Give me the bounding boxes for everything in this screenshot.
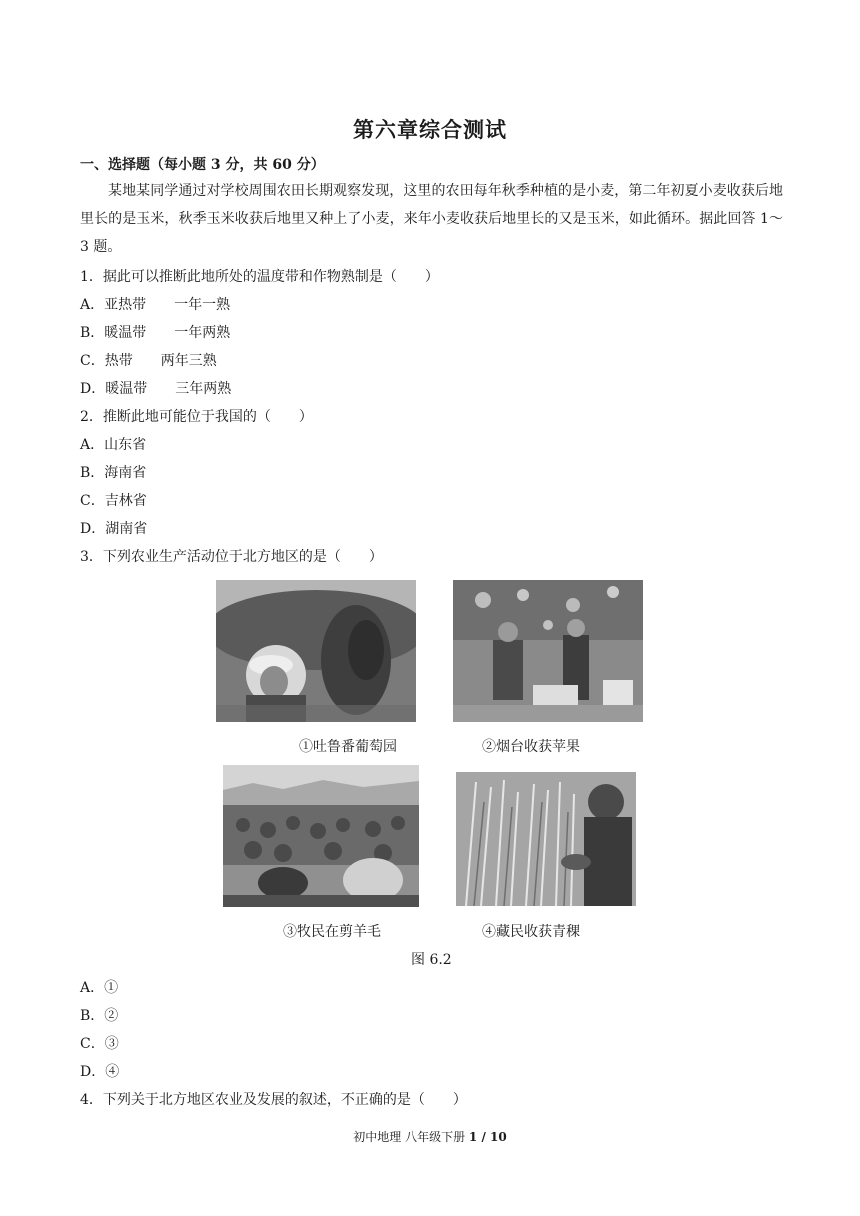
question-2-option-b: B．海南省 [80, 465, 147, 481]
vineyard-photo [216, 580, 416, 722]
figure-label: 图 6.2 [411, 952, 452, 968]
figure-caption-4: ④藏民收获青稞 [482, 924, 580, 940]
question-1-stem: 1．据此可以推断此地所处的温度带和作物熟制是（ ） [80, 269, 439, 285]
barley-harvest-photo [456, 772, 636, 906]
question-1-option-a: A．亚热带 一年一熟 [80, 297, 231, 313]
question-3-option-b: B．② [80, 1008, 119, 1024]
section-heading: 一、选择题（每小题 3 分，共 60 分） [80, 157, 325, 173]
apple-harvest-photo [453, 580, 643, 722]
question-1-option-d: D．暖温带 三年两熟 [80, 381, 232, 397]
page-number: 1 / 10 [468, 1130, 507, 1144]
figure-caption-3: ③牧民在剪羊毛 [283, 924, 381, 940]
question-2-option-c: C．吉林省 [80, 493, 147, 509]
question-3-option-d: D．④ [80, 1064, 120, 1080]
question-3-option-c: C．③ [80, 1036, 119, 1052]
page-title: 第六章综合测试 [353, 118, 507, 142]
question-4-stem: 4．下列关于北方地区农业及发展的叙述，不正确的是（ ） [80, 1092, 467, 1108]
question-2-option-d: D．湖南省 [80, 521, 148, 537]
sheep-shearing-photo [223, 765, 419, 907]
footer-text: 初中地理 八年级下册 [353, 1130, 469, 1144]
figure-caption-2: ②烟台收获苹果 [482, 739, 580, 755]
figure-caption-1: ①吐鲁番葡萄园 [299, 739, 397, 755]
question-2-option-a: A．山东省 [80, 437, 147, 453]
question-1-option-b: B．暖温带 一年两熟 [80, 325, 231, 341]
question-1-option-c: C．热带 两年三熟 [80, 353, 217, 369]
question-3-stem: 3．下列农业生产活动位于北方地区的是（ ） [80, 549, 383, 565]
question-2-stem: 2．推断此地可能位于我国的（ ） [80, 409, 313, 425]
intro-paragraph: 某地某同学通过对学校周围农田长期观察发现，这里的农田每年秋季种植的是小麦，第二年初夏小麦收获后地里长的是玉米，秋季玉米收获后地里又种上了小麦，来年小麦收获后地里长的又是玉米，如此循环。据此回答 1～3 题。 [80, 183, 783, 255]
question-3-option-a: A．① [80, 980, 119, 996]
page-footer [0, 1128, 860, 1145]
